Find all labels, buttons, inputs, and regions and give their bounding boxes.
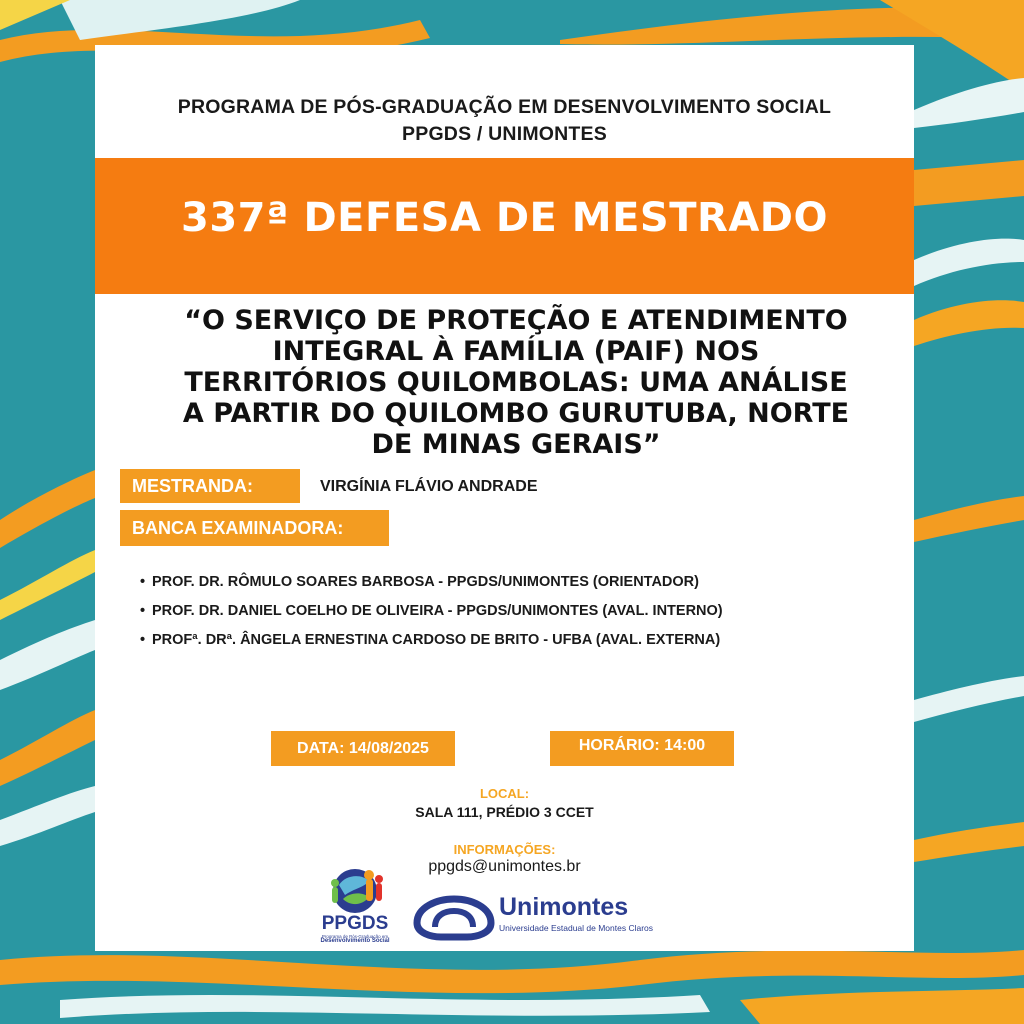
committee-member-text: PROF. DR. DANIEL COELHO DE OLIVEIRA - PPGDS/UNIMONTES (AVAL. INTERNO): [152, 603, 723, 619]
committee-label: BANCA EXAMINADORA:: [120, 510, 389, 546]
info-label: INFORMAÇÕES:: [453, 842, 556, 857]
committee-member: [140, 574, 723, 603]
info-email[interactable]: [95, 858, 914, 876]
committee-member: [140, 632, 723, 661]
unimontes-logo-name: Unimontes: [499, 893, 629, 921]
committee-member-text: PROFª. DRª. ÂNGELA ERNESTINA CARDOSO DE BRITO - UFBA (AVAL. EXTERNA): [152, 632, 721, 648]
unimontes-logo: [411, 893, 654, 943]
thesis-title-line: INTEGRAL À FAMÍLIA (PAIF) NOS: [272, 336, 760, 367]
ppgds-emblem-icon: [309, 865, 401, 915]
bullet-icon: •: [140, 603, 146, 619]
student-label: MESTRANDA:: [120, 469, 300, 503]
student-name: VIRGÍNIA FLÁVIO ANDRADE: [320, 478, 538, 495]
thesis-title-line: A PARTIR DO QUILOMBO GURUTUBA, NORTE: [182, 398, 850, 429]
committee-member-text: PROF. DR. RÔMULO SOARES BARBOSA - PPGDS/UNIMONTES (ORIENTADOR): [152, 574, 699, 590]
ppgds-logo-name: PPGDS: [321, 913, 389, 934]
ppgds-logo-subtitle: [309, 934, 401, 944]
defense-title: 337ª DEFESA DE MESTRADO: [181, 195, 828, 241]
defense-banner: [95, 158, 914, 294]
ppgds-logo-subtitle-line: Desenvolvimento Social: [320, 938, 390, 944]
thesis-title-line: DE MINAS GERAIS”: [371, 429, 661, 460]
time-badge: HORÁRIO: 14:00: [550, 731, 734, 766]
program-title: PROGRAMA DE PÓS-GRADUAÇÃO EM DESENVOLVIMENTO SOCIAL: [177, 96, 832, 118]
thesis-title: [160, 305, 872, 460]
bullet-icon: •: [140, 632, 146, 648]
thesis-title-line: TERRITÓRIOS QUILOMBOLAS: UMA ANÁLISE: [184, 367, 848, 398]
bullet-icon: •: [140, 574, 146, 590]
thesis-title-line: “O SERVIÇO DE PROTEÇÃO E ATENDIMENTO: [184, 305, 848, 336]
date-badge: DATA: 14/08/2025: [271, 731, 455, 766]
ppgds-logo-subtitle-line: Programa de Pós-Graduação em: [321, 934, 389, 939]
committee-member: [140, 603, 723, 632]
unimontes-logo-subtitle: Universidade Estadual de Montes Claros: [499, 923, 654, 933]
committee-list: [140, 574, 723, 661]
unimontes-emblem-icon: [411, 893, 497, 943]
program-subtitle: PPGDS / UNIMONTES: [402, 123, 607, 145]
info-email-link[interactable]: ppgds@unimontes.br: [428, 858, 581, 875]
location-value: SALA 111, PRÉDIO 3 CCET: [415, 804, 594, 820]
ppgds-logo: [309, 865, 401, 947]
location-label: LOCAL:: [479, 786, 530, 801]
